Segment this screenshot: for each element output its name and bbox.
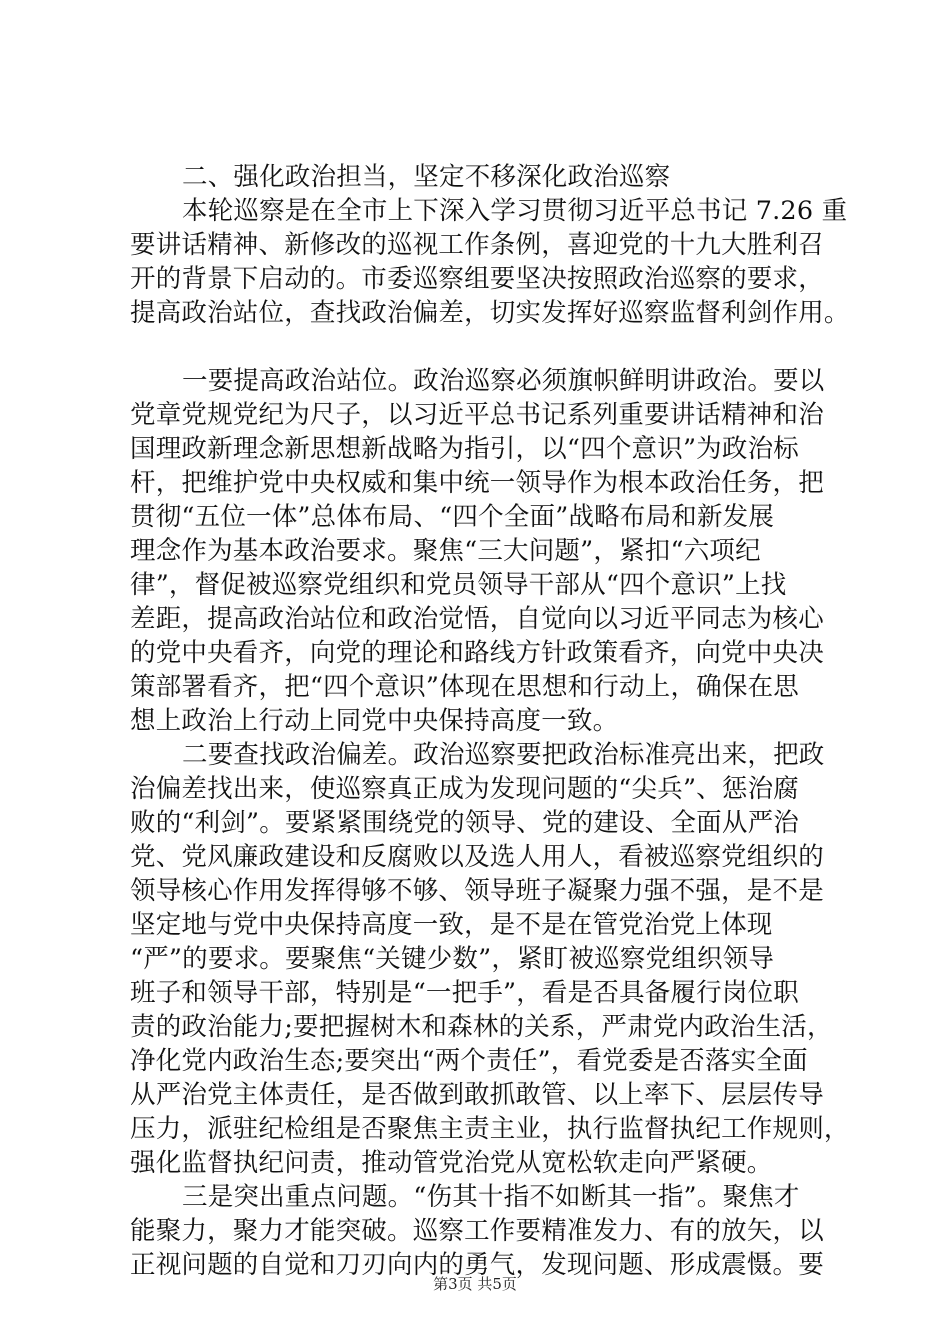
paragraph-line: 治偏差找出来，使巡察真正成为发现问题的“尖兵”、惩治腐 (130, 774, 799, 804)
paragraph-line: 败的“利剑”。要紧紧围绕党的领导、党的建设、全面从严治 (130, 808, 799, 838)
paragraph-line: 净化党内政治生态;要突出“两个责任”，看党委是否落实全面 (130, 1046, 808, 1076)
paragraph-line: 提高政治站位，查找政治偏差，切实发挥好巡察监督利剑作用。 (130, 298, 850, 328)
paragraph-line: 律”，督促被巡察党组织和党员领导干部从“四个意识”上找 (130, 570, 787, 600)
paragraph-1 (130, 194, 850, 330)
section-heading: 二、强化政治担当，坚定不移深化政治巡察 (182, 162, 671, 192)
paragraph-line: 党、党风廉政建设和反腐败以及选人用人，看被巡察党组织的 (130, 842, 824, 872)
paragraph-line: 责的政治能力;要把握树木和森林的关系，严肃党内政治生活， (130, 1012, 833, 1042)
paragraph-line: 开的背景下启动的。市委巡察组要坚决按照政治巡察的要求， (130, 264, 824, 294)
paragraph-line: 本轮巡察是在全市上下深入学习贯彻习近平总书记 7.26 重 (182, 196, 848, 226)
paragraph-line: 策部署看齐，把“四个意识”体现在思想和行动上，确保在思 (130, 672, 799, 702)
paragraph-line: 领导核心作用发挥得够不够、领导班子凝聚力强不强，是不是 (130, 876, 824, 906)
paragraph-line: 要讲话精神、新修改的巡视工作条例，喜迎党的十九大胜利召 (130, 230, 824, 260)
paragraph-line: 压力，派驻纪检组是否聚焦主责主业，执行监督执纪工作规则， (130, 1114, 850, 1144)
paragraph-line: 强化监督执纪问责，推动管党治党从宽松软走向严紧硬。 (130, 1148, 773, 1178)
document-body (130, 160, 850, 1282)
paragraph-line: 三是突出重点问题。“伤其十指不如断其一指”。聚焦才 (182, 1182, 800, 1212)
paragraph-line: 差距，提高政治站位和政治觉悟，自觉向以习近平同志为核心 (130, 604, 824, 634)
paragraph-line: 国理政新理念新思想新战略为指引，以“四个意识”为政治标 (130, 434, 799, 464)
paragraph-line: 二要查找政治偏差。政治巡察要把政治标准亮出来，把政 (182, 740, 825, 770)
paragraph-3 (130, 738, 850, 1180)
paragraph-2 (130, 364, 830, 738)
paragraph-line: 贯彻“五位一体”总体布局、“四个全面”战略布局和新发展 (130, 502, 775, 532)
paragraph-line: 坚定地与党中央保持高度一致，是不是在管党治党上体现 (130, 910, 773, 940)
paragraph-line: 正视问题的自觉和刀刃向内的勇气，发现问题、形成震慑。要 (130, 1250, 824, 1280)
paragraph-line: 从严治党主体责任，是否做到敢抓敢管、以上率下、层层传导 (130, 1080, 824, 1110)
paragraph-line: 理念作为基本政治要求。聚焦“三大问题”，紧扣“六项纪 (130, 536, 761, 566)
paragraph-spacer (130, 330, 830, 364)
paragraph-line: 想上政治上行动上同党中央保持高度一致。 (130, 706, 619, 736)
paragraph-line: 一要提高政治站位。政治巡察必须旗帜鲜明讲政治。要以 (182, 366, 825, 396)
paragraph-line: 班子和领导干部，特别是“一把手”，看是否具备履行岗位职 (130, 978, 799, 1008)
page-number-footer: 第3页 共5页 (433, 1275, 517, 1293)
paragraph-line: 的党中央看齐，向党的理论和路线方针政策看齐，向党中央决 (130, 638, 824, 668)
paragraph-line: 能聚力，聚力才能突破。巡察工作要精准发力、有的放矢，以 (130, 1216, 824, 1246)
paragraph-4 (130, 1180, 830, 1282)
paragraph-line: 杆，把维护党中央权威和集中统一领导作为根本政治任务，把 (130, 468, 824, 498)
paragraph-line: 党章党规党纪为尺子，以习近平总书记系列重要讲话精神和治 (130, 400, 824, 430)
paragraph-line: “严”的要求。要聚焦“关键少数”，紧盯被巡察党组织领导 (130, 944, 775, 974)
